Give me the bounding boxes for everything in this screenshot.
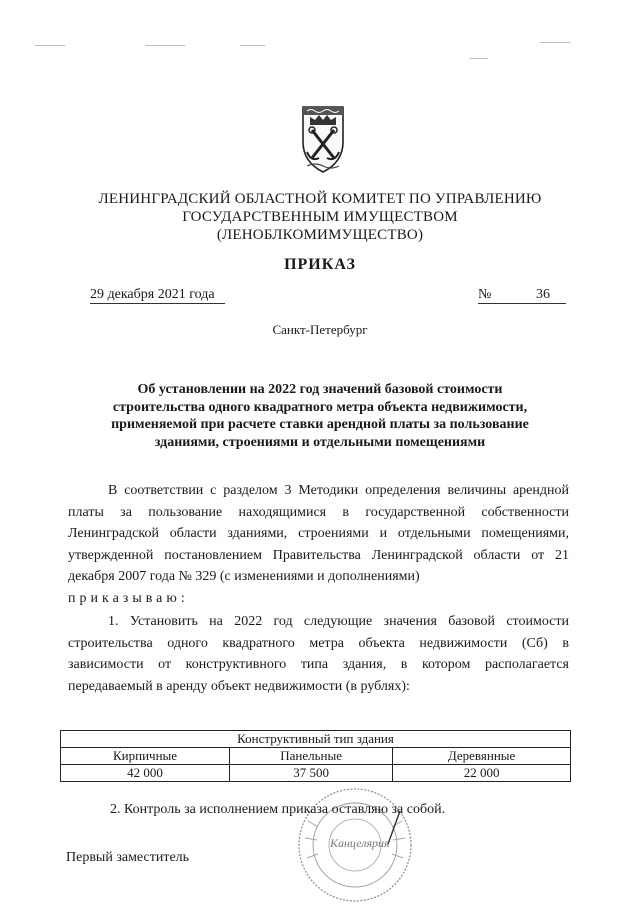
subject-line: строительства одного квадратного метра объекта недвижимости,	[112, 399, 528, 415]
signature-stroke	[378, 808, 408, 848]
committee-line: ЛЕНИНГРАДСКИЙ ОБЛАСТНОЙ КОМИТЕТ ПО УПРАВЛЕНИЮ	[98, 191, 542, 207]
committee-line: ГОСУДАРСТВЕННЫМ ИМУЩЕСТВОМ	[182, 209, 458, 225]
table-cell: Кирпичные	[61, 748, 230, 765]
item-2-paragraph: 2. Контроль за исполнением приказа оставляю за собой.	[110, 802, 446, 817]
order-date: 29 декабря 2021 года	[90, 287, 225, 304]
table-cell: 42 000	[61, 765, 230, 782]
scan-speck	[470, 58, 488, 59]
table-row	[61, 748, 571, 765]
table-cell: Деревянные	[393, 748, 571, 765]
base-cost-table	[60, 730, 571, 782]
table-header-row	[61, 731, 571, 748]
table-row	[61, 765, 571, 782]
scan-speck	[540, 42, 570, 43]
committee-name	[0, 190, 640, 244]
order-subject	[0, 381, 640, 451]
city: Санкт-Петербург	[272, 322, 368, 337]
stamp-center-text: Канцелярия	[330, 836, 390, 850]
scan-speck	[240, 45, 265, 46]
order-word: приказываю:	[68, 590, 189, 606]
scan-speck	[145, 45, 185, 46]
table-header-cell: Конструктивный тип здания	[61, 731, 571, 748]
table-cell: Панельные	[230, 748, 393, 765]
item-1-paragraph: 1. Установить на 2022 год следующие значения базовой стоимости строительства одного квадратного метра объекта недвижимости (Сб) в зависимости от конструктивного типа здания, в котором располагается передаваемый в аренду объект недвижимости (в рублях):	[68, 614, 569, 694]
number-value: 36	[536, 287, 550, 302]
intro-paragraph: В соответствии с разделом 3 Методики определения величины арендной платы за пользование находящимися в государственной собственности Ленинградской области зданиями, строениями и отдельными помещениями, утвержденной постановлением Правительства Ленинградской области от 21 декабря 2007 года № 329 (с изменениями и дополнениями)	[68, 483, 569, 584]
subject-line: зданиями, строениями и отдельными помещениями	[154, 434, 486, 450]
document-type-title: ПРИКАЗ	[284, 256, 356, 273]
committee-line: (ЛЕНОБЛКОМИМУЩЕСТВО)	[216, 227, 424, 243]
signature-position: Первый заместитель	[66, 850, 190, 865]
subject-line: Об установлении на 2022 год значений базовой стоимости	[137, 382, 503, 397]
order-number	[478, 287, 566, 304]
scan-speck	[35, 45, 65, 46]
number-label: №	[478, 287, 492, 302]
order-body	[68, 480, 569, 697]
subject-line: применяемой при расчете ставки арендной платы за пользование	[111, 417, 529, 432]
table-cell: 37 500	[230, 765, 393, 782]
table-cell: 22 000	[393, 765, 571, 782]
coat-of-arms-emblem	[293, 100, 353, 176]
